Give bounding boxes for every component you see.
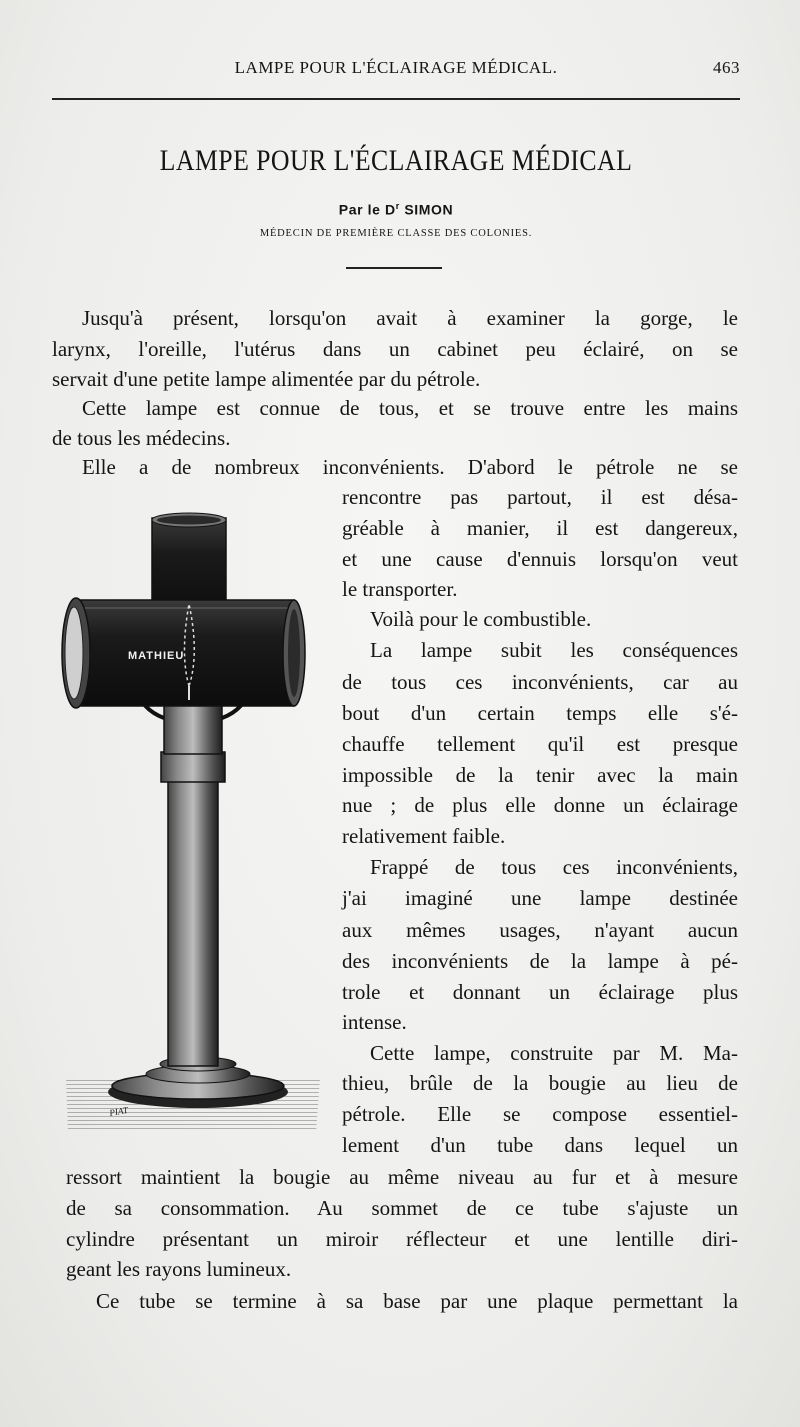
text-line: servait d'une petite lampe alimentée par du pétrole. [52, 367, 481, 391]
text-line: Cette lampe, construite par M. Ma- [370, 1041, 738, 1065]
byline [52, 201, 740, 218]
text-line: de sa consommation. Au sommet de ce tube s'ajuste un [66, 1196, 738, 1220]
page-number: 463 [713, 58, 740, 77]
header-rule [52, 98, 740, 100]
text-line: de tous les médecins. [52, 426, 231, 450]
article-title: LAMPE POUR L'ÉCLAIRAGE MÉDICAL [159, 144, 633, 177]
lamp-maker-label: MATHIEU [128, 650, 185, 662]
text-line: thieu, brûle de la bougie au lieu de [342, 1071, 738, 1095]
text-line: Jusqu'à présent, lorsqu'on avait à examiner la gorge, le [82, 306, 738, 330]
text-line: des inconvénients de la lampe à pé- [342, 949, 738, 973]
text-line: lement d'un tube dans lequel un [342, 1133, 738, 1157]
text-line: larynx, l'oreille, l'utérus dans un cabinet peu éclairé, on se [52, 337, 738, 361]
lamp-illustration [58, 512, 326, 1140]
text-line: pétrole. Elle se compose essentiel- [342, 1102, 738, 1126]
text-line: geant les rayons lumineux. [66, 1257, 292, 1281]
author-name: SIMON [399, 201, 454, 218]
byline-prefix: Par le D [338, 201, 396, 218]
text-line: j'ai imaginé une lampe destinée [342, 886, 738, 910]
text-line: relativement faible. [342, 824, 506, 848]
text-line: ressort maintient la bougie au même niveau au fur et à mesure [66, 1165, 738, 1189]
text-line: chauffe tellement qu'il est presque [342, 732, 738, 756]
text-line: La lampe subit les conséquences [370, 638, 738, 662]
running-title: LAMPE POUR L'ÉCLAIRAGE MÉDICAL. [234, 58, 558, 77]
text-line: gréable à manier, il est dangereux, [342, 516, 738, 540]
text-line: cylindre présentant un miroir réflecteur et une lentille diri- [66, 1227, 738, 1251]
text-line: impossible de la tenir avec la main [342, 763, 738, 787]
author-affiliation: MÉDECIN DE PREMIÈRE CLASSE DES COLONIES. [259, 228, 533, 239]
text-line: Voilà pour le combustible. [370, 607, 592, 631]
running-head [52, 58, 740, 84]
text-line: de tous ces inconvénients, car au [342, 670, 738, 694]
engraver-signature: PIAT [108, 1104, 129, 1118]
text-line: intense. [342, 1010, 407, 1034]
text-line: nue ; de plus elle donne un éclairage [342, 793, 738, 817]
text-line: le transporter. [342, 577, 458, 601]
text-line: trole et donnant un éclairage plus [342, 980, 738, 1004]
text-line: Elle a de nombreux inconvénients. D'abord le pétrole ne se [82, 455, 738, 479]
lamp-engraving [58, 512, 326, 1140]
text-line: Frappé de tous ces inconvénients, [370, 855, 738, 879]
text-line: Ce tube se termine à sa base par une plaque permettant la [96, 1289, 738, 1313]
text-line: rencontre pas partout, il est désa- [342, 485, 738, 509]
text-line: et une cause d'ennuis lorsqu'on veut [342, 547, 738, 571]
text-line: Cette lampe est connue de tous, et se trouve entre les mains [82, 396, 738, 420]
byline-superscript: r [395, 201, 400, 211]
text-line: bout d'un certain temps elle s'é- [342, 701, 738, 725]
text-line: aux mêmes usages, n'ayant aucun [342, 918, 738, 942]
title-rule [346, 267, 442, 269]
